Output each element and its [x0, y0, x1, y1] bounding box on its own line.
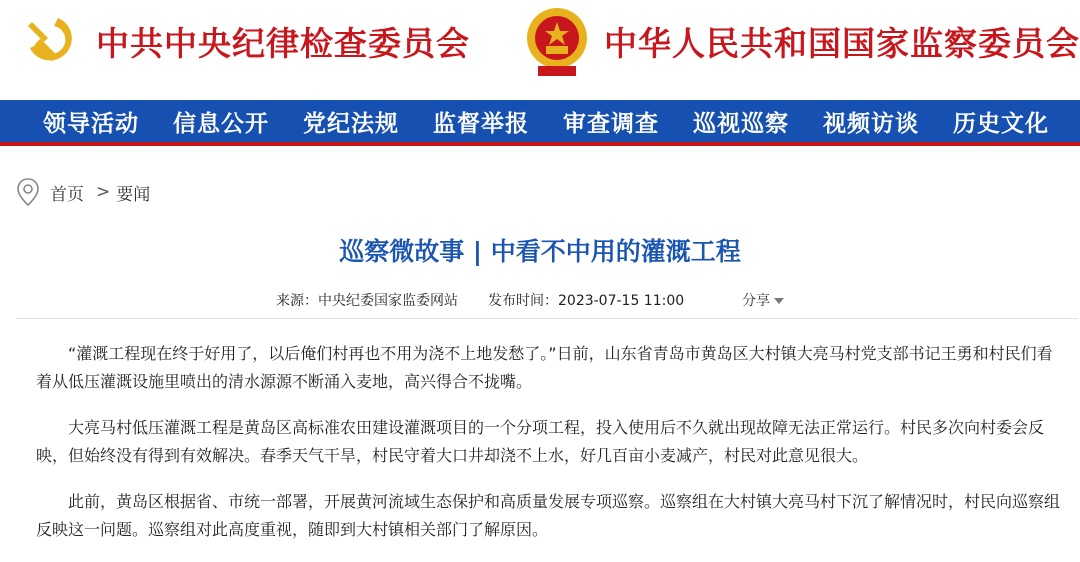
- breadcrumb-separator: >: [96, 182, 111, 202]
- breadcrumb-home-link[interactable]: 首页: [50, 184, 84, 205]
- divider: [16, 318, 1078, 319]
- article-paragraph: 此前，黄岛区根据省、市统一部署，开展黄河流域生态保护和高质量发展专项巡察。巡察组在大村镇大亮马村下沉了解情况时，村民向巡察组反映这一问题。巡察组对此高度重视，随即到大村镇相关部门了解原因。: [36, 492, 1061, 539]
- nav-item-party-regulations[interactable]: 党纪法规: [303, 109, 399, 137]
- share-button[interactable]: [742, 290, 784, 310]
- nav-item-inspection[interactable]: 巡视巡察: [693, 109, 789, 137]
- chevron-down-icon: [774, 298, 784, 304]
- publish-time-label: 发布时间：: [488, 293, 558, 309]
- article-paragraph: 大亮马村低压灌溉工程是黄岛区高标准农田建设灌溉项目的一个分项工程，投入使用后不久就出现故障无法正常运行。村民多次向村委会反映，但始终没有得到有效解决。春季天气干旱，村民守着大口井却浇不上水，好几百亩小麦减产，村民对此意见很大。: [36, 418, 1045, 465]
- nav-item-history[interactable]: 历史文化: [953, 109, 1049, 137]
- party-emblem-icon[interactable]: [18, 8, 82, 72]
- location-pin-icon: [16, 177, 40, 207]
- nav-item-report[interactable]: 监督举报: [433, 109, 529, 137]
- site-title-cpc[interactable]: 中共中央纪律检查委员会: [96, 24, 470, 63]
- breadcrumb-current[interactable]: 要闻: [116, 184, 151, 205]
- nav-item-video[interactable]: 视频访谈: [823, 109, 919, 137]
- article-meta: [276, 290, 684, 310]
- site-title-nsc[interactable]: 中华人民共和国国家监察委员会: [604, 24, 1080, 63]
- article-paragraph: “灌溉工程现在终于好用了，以后俺们村再也不用为浇不上地发愁了。”日前，山东省青岛市黄岛区大村镇大亮马村党支部书记王勇和村民们看着从低压灌溉设施里喷出的清水源源不断涌入麦地，高兴得合不拢嘴。: [36, 344, 1053, 391]
- main-nav: [0, 100, 1080, 146]
- national-emblem-icon[interactable]: [524, 4, 590, 78]
- site-header: [0, 0, 1080, 100]
- article-source: 来源：中央纪委国家监委网站: [276, 293, 458, 309]
- publish-time-value: 2023-07-15 11:00: [558, 293, 685, 309]
- article-body: [36, 340, 1060, 562]
- nav-item-leadership[interactable]: 领导活动: [43, 109, 139, 137]
- nav-item-investigation[interactable]: 审查调查: [563, 109, 659, 137]
- breadcrumb: [16, 176, 150, 208]
- share-label: 分享: [742, 293, 770, 309]
- article-title: 巡察微故事 | 中看不中用的灌溉工程: [339, 237, 741, 266]
- nav-item-info-disclosure[interactable]: 信息公开: [173, 109, 269, 137]
